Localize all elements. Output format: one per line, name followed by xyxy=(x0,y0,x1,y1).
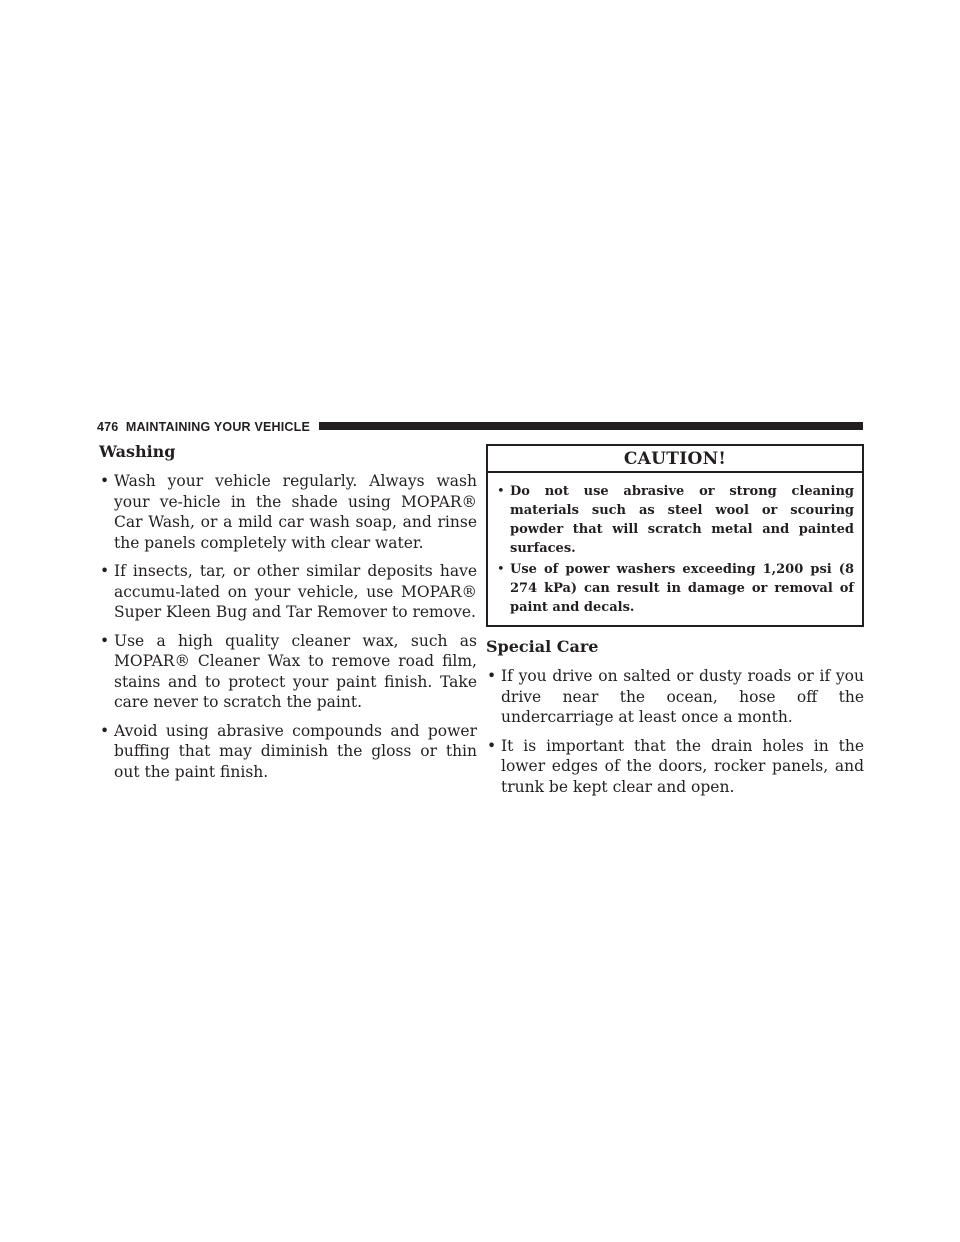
list-item xyxy=(99,561,477,623)
washing-list xyxy=(99,471,477,782)
list-item-text: If insects, tar, or other similar deposits have accumu-lated on your vehicle, use MOPAR® Super Kleen Bug and Tar Remover to remove. xyxy=(114,562,477,621)
list-item-text: Wash your vehicle regularly. Always wash your ve-hicle in the shade using MOPAR® Car Wash, or a mild car wash soap, and rinse the panels completely with clear water. xyxy=(114,472,477,552)
list-item xyxy=(99,721,477,783)
page-number: 476 xyxy=(97,420,119,434)
caution-item xyxy=(497,482,854,558)
bullet-icon: • xyxy=(100,721,110,740)
list-item-text: If you drive on salted or dusty roads or if you drive near the ocean, hose off the undercarriage at least once a month. xyxy=(501,667,864,726)
list-item xyxy=(99,631,477,713)
bullet-icon: • xyxy=(100,562,110,580)
bullet-icon: • xyxy=(100,472,110,490)
section-gap xyxy=(486,627,864,637)
caution-title: CAUTION! xyxy=(488,446,862,473)
caution-box xyxy=(486,444,864,627)
list-item xyxy=(486,736,864,798)
left-column xyxy=(99,442,477,790)
special-care-heading: Special Care xyxy=(486,637,599,656)
bullet-icon: • xyxy=(100,631,110,650)
bullet-icon: • xyxy=(487,667,497,685)
caution-item-text: Do not use abrasive or strong cleaning materials such as steel wool or scouring powder that will scratch metal and painted surfaces. xyxy=(510,484,854,556)
bullet-icon: • xyxy=(497,484,505,499)
section-title: MAINTAINING YOUR VEHICLE xyxy=(125,420,311,434)
list-item-text: It is important that the drain holes in the lower edges of the doors, rocker panels, and trunk be kept clear and open. xyxy=(501,736,864,796)
caution-list xyxy=(488,473,862,625)
page-header-text xyxy=(97,420,310,434)
list-item-text: Avoid using abrasive compounds and power buffing that may diminish the gloss or thin out the paint finish. xyxy=(114,721,477,781)
special-care-list xyxy=(486,666,864,797)
washing-heading: Washing xyxy=(99,442,176,461)
bullet-icon: • xyxy=(497,562,505,577)
header-rule xyxy=(319,422,863,430)
caution-item xyxy=(497,560,854,617)
list-item-text: Use a high quality cleaner wax, such as MOPAR® Cleaner Wax to remove road film, stains and to protect your paint finish. Take care never to scratch the paint. xyxy=(114,631,477,711)
list-item xyxy=(99,471,477,553)
bullet-icon: • xyxy=(487,736,497,755)
right-column xyxy=(486,442,864,805)
caution-item-text: Use of power washers exceeding 1,200 psi (8 274 kPa) can result in damage or removal of paint and decals. xyxy=(510,562,854,615)
list-item xyxy=(486,666,864,728)
page-header xyxy=(97,418,863,436)
